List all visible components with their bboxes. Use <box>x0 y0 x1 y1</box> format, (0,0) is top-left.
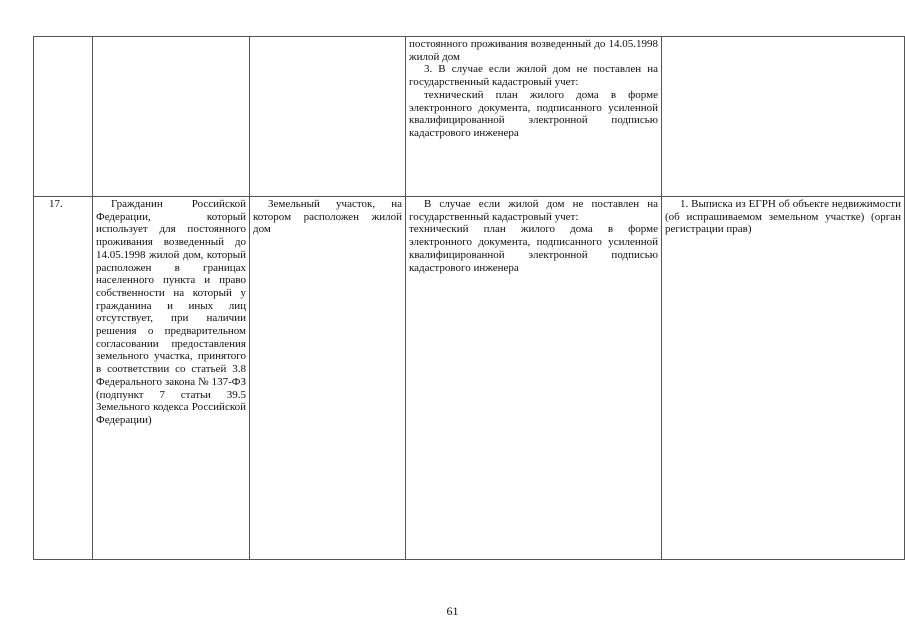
document-table <box>33 36 905 560</box>
requested-documents-cell <box>662 197 905 560</box>
requested-document-text: 1. Выписка из ЕГРН об объекте недвижимости (об испрашиваемом земельном участке) (орган регистрации прав) <box>665 198 901 236</box>
land-plot-cell <box>250 37 406 197</box>
document-paragraph: постоянного проживания возведенный до 14.05.1998 жилой дом <box>409 38 658 63</box>
land-plot-text: Земельный участок, на котором расположен жилой дом <box>253 198 402 236</box>
documents-cell <box>406 197 662 560</box>
table-row <box>34 37 905 197</box>
document-paragraph: технический план жилого дома в форме электронного документа, подписанного усиленной квалифицированной электронной подписью кадастрового инженера <box>409 223 658 274</box>
row-number-cell: 17. <box>34 197 93 560</box>
applicant-text: Гражданин Российской Федерации, который использует для постоянного проживания возведенный до 14.05.1998 жилой дом, который расположен в границах населенного пункта и право собственности на который у гражданина и иных лиц отсутствует, при наличии решения о предварительном согласовании предоставления земельного участка, принятого в соответствии со статьей 3.8 Федерального закона № 137-ФЗ (подпункт 7 статьи 39.5 Земельного кодекса Российской Федерации) <box>96 198 246 426</box>
requested-documents-cell <box>662 37 905 197</box>
table-row <box>34 197 905 560</box>
document-paragraph: В случае если жилой дом не поставлен на государственный кадастровый учет: <box>409 198 658 223</box>
applicant-cell <box>93 37 250 197</box>
document-paragraph: 3. В случае если жилой дом не поставлен на государственный кадастровый учет: <box>409 63 658 89</box>
land-plot-cell <box>250 197 406 560</box>
row-number-cell <box>34 37 93 197</box>
documents-cell <box>406 37 662 197</box>
page-number: 61 <box>446 604 459 618</box>
document-paragraph: технический план жилого дома в форме электронного документа, подписанного усиленной квалифицированной электронной подписью кадастрового инженера <box>409 88 658 139</box>
applicant-cell <box>93 197 250 560</box>
